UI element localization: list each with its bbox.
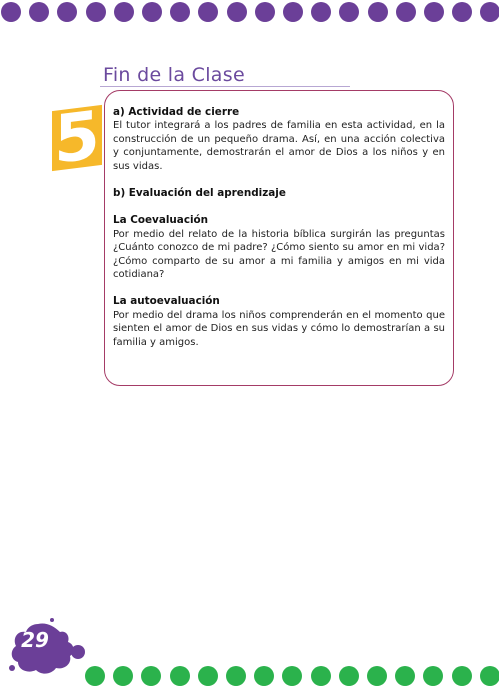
section-number: 5 bbox=[54, 96, 100, 179]
closing-activity-text: El tutor integrará a los padres de familia en esta actividad, en la construcción de un pequeño drama. Así, en una acción colectiva y conjuntamente, demostrarán el amor de Dios a los niños y en sus vidas. bbox=[113, 120, 445, 172]
section-title: Fin de la Clase bbox=[103, 64, 245, 86]
border-dot bbox=[86, 2, 106, 22]
border-dot bbox=[29, 2, 49, 22]
border-dot bbox=[170, 2, 190, 22]
border-dot bbox=[480, 666, 499, 686]
border-dot bbox=[452, 666, 472, 686]
border-dot bbox=[480, 2, 499, 22]
border-dot bbox=[198, 666, 218, 686]
self-evaluation-heading: La autoevaluación bbox=[113, 295, 220, 308]
border-dot bbox=[57, 2, 77, 22]
coevaluation-text: Por medio del relato de la historia bíblica surgirán las preguntas ¿Cuánto conozco de mi padre? ¿Cómo siento su amor en mi vida? ¿Cómo comparto de su amor a mi familia y amigos en mi vida cotidiana? bbox=[113, 228, 445, 281]
closing-activity-heading: a) Actividad de cierre bbox=[113, 106, 240, 118]
top-dot-border bbox=[0, 0, 499, 24]
border-dot bbox=[198, 2, 218, 22]
border-dot bbox=[396, 2, 416, 22]
border-dot bbox=[141, 666, 161, 686]
border-dot bbox=[368, 2, 388, 22]
border-dot bbox=[424, 2, 444, 22]
coevaluation-heading: La Coevaluación bbox=[113, 214, 209, 227]
border-dot bbox=[282, 666, 302, 686]
page-number: 29 bbox=[21, 628, 49, 652]
self-evaluation-text: Por medio del drama los niños comprenderán en el momento que sienten el amor de Dios en sus vidas y cómo lo demostrarían a su familia y amigos. bbox=[113, 309, 445, 348]
border-dot bbox=[227, 2, 247, 22]
border-dot bbox=[339, 666, 359, 686]
border-dot bbox=[283, 2, 303, 22]
section-number-badge bbox=[52, 96, 102, 179]
learning-evaluation-heading: b) Evaluación del aprendizaje bbox=[113, 187, 286, 200]
border-dot bbox=[423, 666, 443, 686]
border-dot bbox=[170, 666, 190, 686]
border-dot bbox=[339, 2, 359, 22]
border-dot bbox=[114, 2, 134, 22]
border-dot bbox=[226, 666, 246, 686]
border-dot bbox=[85, 666, 105, 686]
border-dot bbox=[254, 666, 274, 686]
border-dot bbox=[367, 666, 387, 686]
border-dot bbox=[452, 2, 472, 22]
border-dot bbox=[113, 666, 133, 686]
border-dot bbox=[142, 2, 162, 22]
panel-content bbox=[113, 106, 445, 349]
bottom-dot-border bbox=[0, 664, 499, 688]
border-dot bbox=[255, 2, 275, 22]
title-underline bbox=[100, 86, 350, 87]
border-dot bbox=[395, 666, 415, 686]
border-dot bbox=[1, 2, 21, 22]
border-dot bbox=[311, 666, 331, 686]
border-dot bbox=[311, 2, 331, 22]
